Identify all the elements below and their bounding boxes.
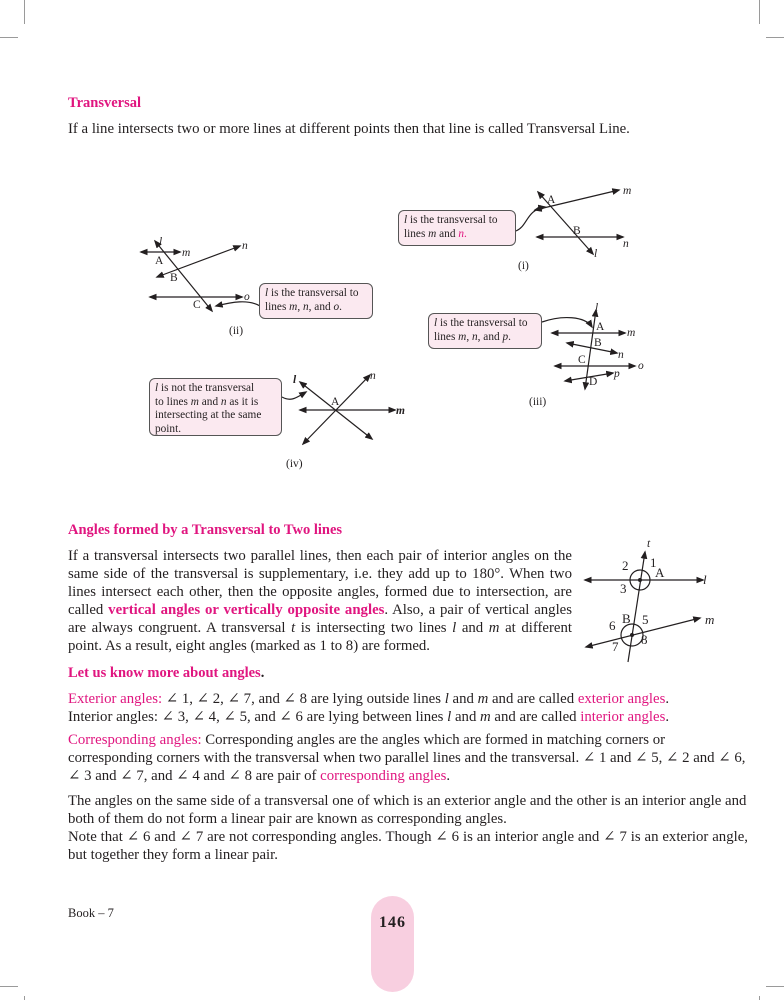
callout-var: l xyxy=(434,317,438,329)
paragraph-text: . xyxy=(446,768,451,784)
figure-4-lines xyxy=(282,375,395,444)
highlight-interior-angles: interior angles xyxy=(580,709,666,725)
section-heading-know-more xyxy=(68,665,264,682)
var-t: t xyxy=(291,620,296,636)
callout-var: l xyxy=(404,214,408,226)
fig1-label-l: l xyxy=(594,248,598,260)
paragraph-text: and xyxy=(448,691,478,707)
fig2-caption: (ii) xyxy=(229,325,244,337)
var-m: m xyxy=(480,709,491,725)
paragraph-text: Interior angles: ∠ 3, ∠ 4, ∠ 5, and ∠ 6 are lying between lines xyxy=(68,709,448,725)
fig3-caption: (iii) xyxy=(529,396,547,408)
callout-text: and xyxy=(198,395,221,408)
fig5-label-5: 5 xyxy=(642,612,649,627)
fig5-label-2: 2 xyxy=(622,558,629,573)
callout-text: , and xyxy=(477,330,503,343)
callout-text: is the transversal to xyxy=(268,287,359,299)
transversal-definition: If a line intersects two or more lines at different points then that line is called Transversal Line. xyxy=(68,121,630,137)
fig2-label-B: B xyxy=(170,272,178,284)
fig3-label-D: D xyxy=(589,376,598,388)
fig5-point-B xyxy=(630,633,634,637)
fig2-label-C: C xyxy=(193,299,201,311)
fig4-caption: (iv) xyxy=(286,458,303,470)
callout-var: n xyxy=(303,300,309,313)
fig5-label-l: l xyxy=(703,572,707,587)
paragraph-text: ∠ 1, ∠ 2, ∠ 7, and ∠ 8 are lying outside lines xyxy=(162,691,445,707)
fig2-label-m: m xyxy=(182,247,191,259)
fig1-label-m: m xyxy=(623,185,632,197)
callout-text: , and xyxy=(308,300,334,313)
callout-text: lines xyxy=(404,227,429,240)
fig4-callout xyxy=(149,378,282,436)
callout-var: n xyxy=(220,395,227,408)
paragraph-text: . Also, a pair of vertical angles are always congruent. A transversal xyxy=(68,602,573,636)
fig2-label-n: n xyxy=(242,240,248,252)
fig4-label-A: A xyxy=(331,396,340,408)
highlight-exterior-angles: exterior angles xyxy=(577,691,666,707)
fig4-label-l: l xyxy=(293,374,297,386)
note-paragraph: Note that ∠ 6 and ∠ 7 are not corresponding angles. Though ∠ 6 is an interior angle and ∠ 7 is an exterior angle, but together they form a linear pair. xyxy=(68,829,748,863)
paragraph-text: . xyxy=(665,709,670,725)
corresponding-angles-label: Corresponding angles: xyxy=(68,732,202,748)
fig5-label-t: t xyxy=(647,538,651,550)
angles-formed-paragraph xyxy=(68,547,572,655)
fig5-point-A xyxy=(638,578,642,582)
callout-text: . xyxy=(463,227,467,240)
fig3-label-m: m xyxy=(627,327,636,339)
var-m: m xyxy=(488,620,500,636)
fig3-label-B: B xyxy=(594,337,602,349)
fig1-caption: (i) xyxy=(518,260,529,272)
callout-text: as it is xyxy=(226,395,259,408)
callout-text: . xyxy=(339,300,342,313)
fig4-callout-pointer xyxy=(282,392,306,399)
fig2-callout-pointer xyxy=(216,302,260,306)
fig5-label-6: 6 xyxy=(609,618,616,633)
fig4-label-n: n xyxy=(370,370,376,382)
corresponding-angles-paragraph xyxy=(68,731,748,785)
fig3-label-A: A xyxy=(596,321,605,333)
var-l: l xyxy=(447,709,452,725)
highlight-corresponding-angles: corresponding angles xyxy=(320,768,447,784)
callout-text: , xyxy=(297,300,303,313)
heading-text: Let us know more about angles xyxy=(68,665,261,681)
heading-text: . xyxy=(260,665,265,681)
fig5-label-A: A xyxy=(655,565,665,580)
fig1-callout-pointer xyxy=(516,207,545,231)
var-m: m xyxy=(477,691,489,707)
fig5-label-m: m xyxy=(705,612,715,627)
paragraph-text: Corresponding angles are the angles which are formed in matching corners or corresponding corners with the transversal when two parallel lines and the transversal. ∠ 1 and ∠ 5, ∠ 2 and ∠ 6, ∠ 3 and ∠ 7, and ∠ 4 and ∠ 8 are pair of xyxy=(68,732,746,784)
callout-var: m xyxy=(190,395,199,408)
callout-text: point. xyxy=(155,422,182,435)
paragraph-text: . xyxy=(665,691,670,707)
page-number-badge xyxy=(371,896,414,992)
fig3-label-l: l xyxy=(595,302,599,314)
fig1-label-n: n xyxy=(623,238,629,250)
callout-text: . xyxy=(508,330,511,343)
callout-var: o xyxy=(333,300,340,313)
fig2-callout xyxy=(259,283,373,319)
paragraph-text: is intersecting two lines xyxy=(295,620,453,636)
callout-text: intersecting at the same xyxy=(155,409,262,422)
callout-var: l xyxy=(155,382,159,394)
same-side-paragraph: The angles on the same side of a transversal one of which is an exterior angle and the other is an interior angle and both of them do not form a linear pair are known as corresponding angles. xyxy=(68,793,747,827)
fig3-line-n xyxy=(567,343,617,353)
paragraph-text: and are called xyxy=(490,709,581,725)
paragraph-text: and xyxy=(456,620,489,636)
section-heading-angles-formed: Angles formed by a Transversal to Two lines xyxy=(68,522,343,538)
fig3-label-n: n xyxy=(618,349,624,361)
callout-var: m xyxy=(428,227,437,240)
fig3-label-C: C xyxy=(578,354,586,366)
callout-var: p xyxy=(502,330,509,343)
exterior-angles-label: Exterior angles: xyxy=(68,691,163,707)
paragraph-text: at different point. As a result, eight angles (marked as 1 to 8) are formed. xyxy=(68,620,572,654)
highlight-vertical-angles: vertical angles or vertically opposite angles xyxy=(108,602,385,618)
callout-var: l xyxy=(265,287,269,299)
callout-text: , xyxy=(466,330,472,343)
fig5-label-B: B xyxy=(622,611,631,626)
exterior-interior-paragraph xyxy=(68,690,748,726)
fig5-label-7: 7 xyxy=(612,639,619,654)
fig2-label-l: l xyxy=(159,236,163,248)
page-number: 146 xyxy=(379,914,406,931)
fig1-label-B: B xyxy=(573,225,581,237)
callout-text: and xyxy=(436,227,459,240)
fig4-label-m: m xyxy=(396,405,405,417)
fig3-label-o: o xyxy=(638,360,644,372)
fig2-label-A: A xyxy=(155,255,164,267)
var-l: l xyxy=(444,691,449,707)
callout-var: n xyxy=(458,227,464,240)
callout-text: is the transversal to xyxy=(407,214,498,226)
paragraph-text: and xyxy=(451,709,481,725)
callout-text: to lines xyxy=(155,395,191,408)
paragraph-text: and are called xyxy=(488,691,578,707)
paragraph-text: If a transversal intersects two parallel lines, then each pair of interior angles on the same side of the transversal is supplementary, i.e. they add up to 180°. When two lines intersect each other, then the opposite angles, formed due to intersection, are called xyxy=(68,548,572,618)
var-l: l xyxy=(452,620,457,636)
callout-var: m xyxy=(458,330,467,343)
callout-text: lines xyxy=(434,330,459,343)
fig5-label-3: 3 xyxy=(620,581,627,596)
callout-var: m xyxy=(289,300,298,313)
fig3-label-p: p xyxy=(614,368,620,380)
callout-text: lines xyxy=(265,300,290,313)
callout-text: is the transversal to xyxy=(437,317,528,329)
figure-1-lines xyxy=(516,190,623,254)
fig3-callout xyxy=(428,313,542,349)
fig5-label-8: 8 xyxy=(641,632,648,647)
book-label: Book – 7 xyxy=(68,906,114,920)
fig3-callout-pointer xyxy=(542,318,592,327)
callout-text: is not the transversal xyxy=(158,382,255,394)
fig2-label-o: o xyxy=(244,291,250,303)
section-heading-transversal: Transversal xyxy=(68,95,142,111)
fig5-label-1: 1 xyxy=(650,555,657,570)
callout-var: n xyxy=(472,330,478,343)
fig1-label-A: A xyxy=(547,194,556,206)
fig1-callout xyxy=(398,210,516,246)
